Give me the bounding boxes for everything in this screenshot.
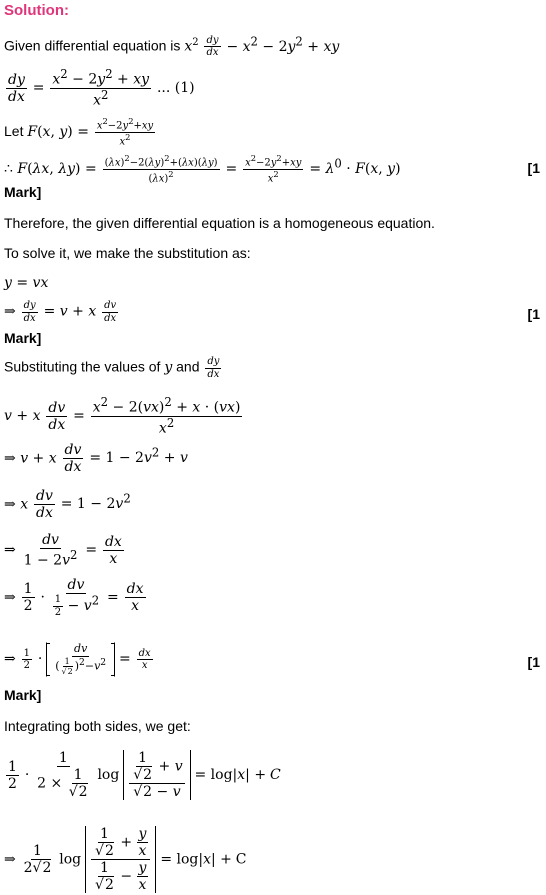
mark-bracket-2: [1: [527, 306, 540, 322]
solve-text: To solve it, we make the substitution as:: [4, 245, 251, 261]
lambda-line: ∴ F(λx, λy) = $\frac{(\lambda x)^2-2(\lambda y)^2+(\lambda x)(\lambda y)}{(\lambda x)^2}$ = $\frac{x^2-2y^2+xy}{x^2}$ = $\lambda^0 \cdot F(x$, y): [4, 153, 401, 185]
constant-c-final: C: [235, 851, 247, 868]
mark-word-2: Mark]: [4, 330, 42, 346]
step-1: v + x $\frac{dv}{dx}$ = $\frac{x^2 - 2(vx)^2 + x \cdot (vx)}{x^2}$: [4, 395, 241, 437]
mark-bracket-3: [1: [527, 654, 540, 670]
integral-result: $\frac{1}{2}$ · 1 2 × $\frac{1}{√2}$ log $\frac{1}{√2}$ + v √2 − v = log|x| + C: [8, 750, 281, 801]
constant-c: C: [269, 766, 281, 783]
mark-bracket-1: [1: [527, 160, 540, 176]
let-text: Let: [4, 123, 24, 140]
solution-heading: Solution:: [4, 2, 69, 19]
step-3: ⇒ x $\frac{dv}{dx}$ = $1 - 2v^2$: [4, 488, 131, 522]
substituting-text: Substituting the values of: [4, 358, 161, 375]
given-line: Given differential equation is $x^2$ $\frac{dy}{dx}$ − $x^2 - 2y^2$ + xy: [4, 34, 340, 59]
and-text: and: [176, 358, 200, 375]
substitution-line: y = vx: [4, 275, 49, 291]
step-4: ⇒ $\frac{dv}{1 - 2v^2}$ = $\frac{dx}{x}$: [4, 532, 122, 569]
dy-dx-small: $\frac{dy}{dx}$: [206, 34, 219, 59]
substitution-derivative: ⇒ $\frac{dy}{dx}$ = v + x $\frac{dv}{dx}$: [4, 300, 117, 324]
step-5: ⇒ $\frac{1}{2}$ · dv $\frac{1}{2}$ − $v^2$ = $\frac{dx}{x}$: [4, 577, 144, 618]
substituting-line: Substituting the values of y and $\frac{dy}{dx}$: [4, 356, 220, 380]
intro-text: Given differential equation is: [4, 37, 181, 54]
equation-1: $\frac{dy}{dx}$ = $\frac{x^2 - 2y^2 + xy}{x^2}$ ... (1): [8, 67, 195, 109]
therefore-text: Therefore, the given differential equation is a homogeneous equation.: [4, 215, 435, 231]
step-6: ⇒ $\frac{1}{2}$ · dv ( $\frac{1}{√2}$ )$^2-v^2$ = $\frac{dx}{x}$: [4, 642, 151, 676]
final-result: ⇒ $\frac{1}{2√2}$ log $\frac{1}{√2}$ + $\frac{y}{x}$ $\frac{1}{√2}$ − $\frac{y}{x}$ = log|x| + C: [4, 826, 247, 894]
mark-word-1: Mark]: [4, 184, 42, 200]
equation-label: ... (1): [156, 79, 195, 96]
let-line: Let F(x, y) = $\frac{x^2-2y^2+xy}{x^2}$: [4, 116, 154, 148]
integrating-text: Integrating both sides, we get:: [4, 718, 191, 734]
mark-word-3: Mark]: [4, 687, 42, 703]
step-2: ⇒ v + x $\frac{dv}{dx}$ = $1 - 2v^2 + v$: [4, 442, 188, 476]
